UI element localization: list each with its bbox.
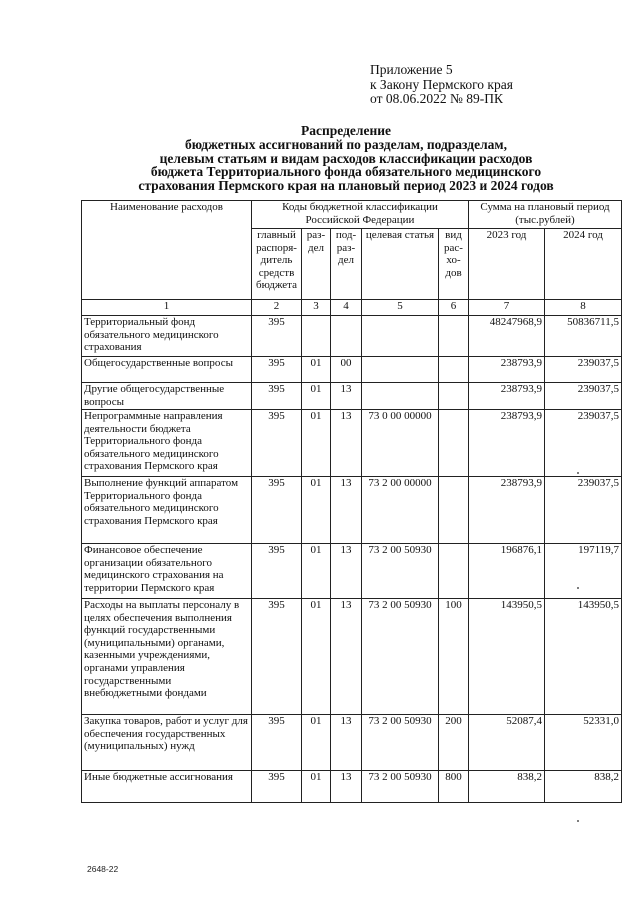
col-number: 4 (331, 300, 362, 316)
row-expense-type (439, 410, 469, 477)
row-expense-type: 200 (439, 715, 469, 771)
row-name: Закупка товаров, работ и услуг для обеспечения государственных (муниципальных) нужд (82, 715, 252, 771)
row-name: Общегосударственные вопросы (82, 357, 252, 383)
row-name: Другие общегосударственные вопросы (82, 383, 252, 410)
header-sum: Сумма на плановый период (тыс.рублей) (469, 201, 622, 229)
col-number: 6 (439, 300, 469, 316)
row-name: Выполнение функций аппаратом Территориального фонда обязательного медицинского страхования Пермского края (82, 477, 252, 544)
row-grbs: 395 (252, 383, 302, 410)
row-expense-type (439, 544, 469, 599)
row-name: Расходы на выплаты персоналу в целях обеспечения выполнения функций государственными (муниципальными) органами, казенными учреждениями, органами управления государственными внебюджетными фондами (82, 599, 252, 715)
title-line-5: страхования Пермского края на плановый период 2023 и 2024 годов (138, 178, 554, 194)
table-row (82, 544, 622, 599)
row-sum-2024: 239037,5 (545, 383, 622, 410)
row-expense-type: 100 (439, 599, 469, 715)
row-target-article: 73 2 00 50930 (362, 544, 439, 599)
header-year-2023: 2023 год (469, 229, 545, 300)
row-sum-2024: 239037,5 (545, 410, 622, 477)
table-row (82, 316, 622, 357)
col-number: 1 (82, 300, 252, 316)
col-number: 2 (252, 300, 302, 316)
document-code: 2648-22 (87, 864, 119, 874)
row-sum-2023: 196876,1 (469, 544, 545, 599)
row-razdel: 01 (302, 383, 331, 410)
row-target-article (362, 357, 439, 383)
header-grbs: главный распоря-дитель средств бюджета (252, 229, 302, 300)
row-podrazdel: 13 (331, 383, 362, 410)
appendix-block (370, 63, 513, 107)
row-sum-2024: 143950,5 (545, 599, 622, 715)
table-row (82, 357, 622, 383)
col-number: 8 (545, 300, 622, 316)
row-expense-type (439, 383, 469, 410)
row-name: Иные бюджетные ассигнования (82, 771, 252, 803)
row-sum-2024: 197119,7 (545, 544, 622, 599)
row-grbs: 395 (252, 316, 302, 357)
header-row-1 (82, 201, 622, 229)
header-podrazdel: под-раз-дел (331, 229, 362, 300)
row-target-article: 73 2 00 00000 (362, 477, 439, 544)
row-sum-2023: 238793,9 (469, 383, 545, 410)
row-razdel: 01 (302, 477, 331, 544)
row-sum-2023: 838,2 (469, 771, 545, 803)
row-sum-2023: 238793,9 (469, 357, 545, 383)
row-razdel (302, 316, 331, 357)
title-line-4: бюджета Территориального фонда обязательного медицинского (150, 164, 542, 180)
row-razdel: 01 (302, 715, 331, 771)
row-sum-2023: 143950,5 (469, 599, 545, 715)
row-target-article: 73 2 00 50930 (362, 715, 439, 771)
row-sum-2023: 238793,9 (469, 477, 545, 544)
row-grbs: 395 (252, 771, 302, 803)
scan-speck (577, 820, 579, 822)
appendix-title: Приложение 5 (370, 62, 453, 77)
row-sum-2023: 52087,4 (469, 715, 545, 771)
row-grbs: 395 (252, 410, 302, 477)
budget-table (81, 200, 622, 803)
row-target-article (362, 383, 439, 410)
row-expense-type: 800 (439, 771, 469, 803)
row-sum-2024: 239037,5 (545, 477, 622, 544)
row-grbs: 395 (252, 357, 302, 383)
row-target-article: 73 0 00 00000 (362, 410, 439, 477)
row-podrazdel: 13 (331, 410, 362, 477)
col-number: 3 (302, 300, 331, 316)
row-name: Непрограммные направления деятельности бюджета Территориального фонда обязательного медицинского страхования Пермского края (82, 410, 252, 477)
row-expense-type (439, 477, 469, 544)
header-codes: Коды бюджетной классификации Российской Федерации (252, 201, 469, 229)
row-razdel: 01 (302, 410, 331, 477)
header-name: Наименование расходов (82, 201, 252, 300)
row-target-article (362, 316, 439, 357)
header-razdel: раз-дел (302, 229, 331, 300)
table-row (82, 599, 622, 715)
table-row (82, 771, 622, 803)
row-grbs: 395 (252, 599, 302, 715)
table-row (82, 410, 622, 477)
title-line-2: бюджетных ассигнований по разделам, подразделам, (185, 136, 507, 152)
row-sum-2023: 238793,9 (469, 410, 545, 477)
col-number: 5 (362, 300, 439, 316)
row-name: Финансовое обеспечение организации обязательного медицинского страхования на территории Пермского края (82, 544, 252, 599)
row-podrazdel: 13 (331, 544, 362, 599)
row-podrazdel: 13 (331, 477, 362, 544)
title-line-1: Распределение (300, 123, 392, 138)
row-grbs: 395 (252, 544, 302, 599)
row-podrazdel (331, 316, 362, 357)
table-row (82, 715, 622, 771)
row-razdel: 01 (302, 599, 331, 715)
row-name: Территориальный фонд обязательного медицинского страхования (82, 316, 252, 357)
row-grbs: 395 (252, 477, 302, 544)
col-number: 7 (469, 300, 545, 316)
scan-speck (577, 472, 579, 474)
row-target-article: 73 2 00 50930 (362, 599, 439, 715)
row-razdel: 01 (302, 544, 331, 599)
row-sum-2024: 239037,5 (545, 357, 622, 383)
header-target-article: целевая статья (362, 229, 439, 300)
row-sum-2024: 52331,0 (545, 715, 622, 771)
title-line-3: целевым статьям и видам расходов классификации расходов (159, 150, 533, 166)
row-target-article: 73 2 00 50930 (362, 771, 439, 803)
row-expense-type (439, 316, 469, 357)
row-razdel: 01 (302, 357, 331, 383)
table-row (82, 477, 622, 544)
row-podrazdel: 13 (331, 599, 362, 715)
scan-speck (577, 587, 579, 589)
row-sum-2024: 50836711,5 (545, 316, 622, 357)
header-expense-type: вид рас-хо-дов (439, 229, 469, 300)
column-number-row (82, 300, 622, 316)
row-sum-2023: 48247968,9 (469, 316, 545, 357)
row-expense-type (439, 357, 469, 383)
row-razdel: 01 (302, 771, 331, 803)
document-title (82, 124, 610, 193)
row-sum-2024: 838,2 (545, 771, 622, 803)
row-grbs: 395 (252, 715, 302, 771)
table-row (82, 383, 622, 410)
row-podrazdel: 00 (331, 357, 362, 383)
appendix-law: к Закону Пермского края (370, 76, 513, 92)
row-podrazdel: 13 (331, 771, 362, 803)
row-podrazdel: 13 (331, 715, 362, 771)
header-year-2024: 2024 год (545, 229, 622, 300)
appendix-date: от 08.06.2022 № 89-ПК (370, 91, 503, 106)
